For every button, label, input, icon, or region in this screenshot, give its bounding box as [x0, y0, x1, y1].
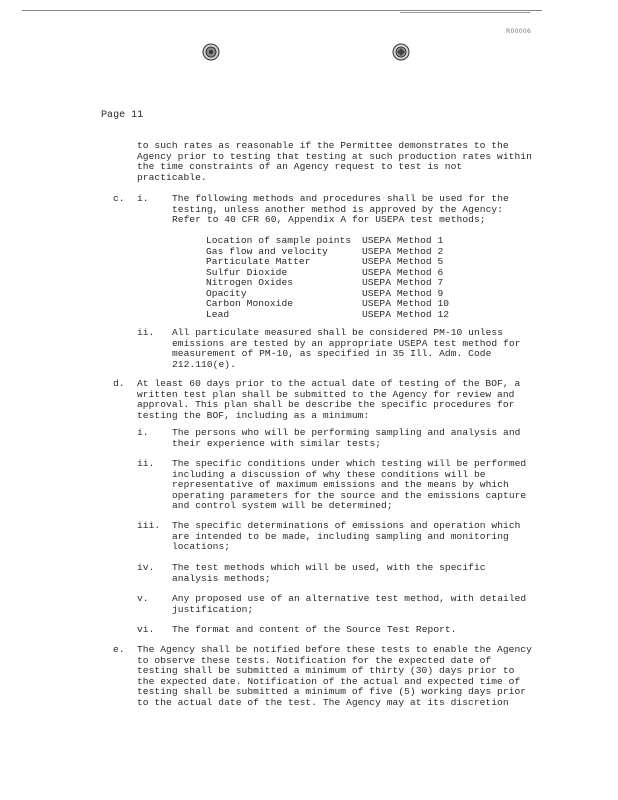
body-line: The Agency shall be notified before these tests to enable the Agency — [137, 644, 532, 655]
body-line: The following methods and procedures shall be used for the — [172, 193, 509, 204]
body-line: Any proposed use of an alternative test method, with detailed — [172, 593, 527, 604]
body-line: representative of maximum emissions and the means by which — [172, 479, 509, 490]
body-line: The format and content of the Source Test Report. — [172, 624, 457, 635]
page-label: Page 11 — [101, 110, 144, 121]
body-line: locations; — [172, 541, 231, 552]
method-name: USEPA Method 5 — [362, 256, 444, 267]
method-name: USEPA Method 12 — [362, 308, 450, 320]
body-line: emissions are tested by an appropriate USEPA test method for — [172, 337, 521, 349]
body-line: The persons who will be performing sampling and analysis and — [172, 427, 521, 438]
method-name: USEPA Method 6 — [362, 266, 444, 278]
seal-icon — [392, 43, 410, 61]
body-line: operating parameters for the source and the emissions capture — [172, 489, 527, 501]
document-stamp: R00006 — [506, 28, 532, 35]
body-line: the expected date. Notification of the actual and expected time of — [137, 675, 521, 687]
method-pollutant: Lead — [206, 308, 230, 320]
subitem-numeral: i. — [137, 427, 149, 438]
item-letter: d. — [113, 378, 125, 389]
body-line: to the actual date of the test. The Agency may at its discretion — [137, 696, 509, 708]
body-line: analysis methods; — [172, 572, 271, 584]
method-pollutant: Gas flow and velocity — [206, 245, 328, 257]
subitem-numeral: vi. — [137, 624, 155, 635]
body-line: including a discussion of why these conditions will be — [172, 468, 486, 480]
body-line: written test plan shall be submitted to the Agency for review and — [137, 388, 515, 400]
body-line: Agency prior to testing that testing at such production rates within — [137, 150, 532, 162]
body-line: At least 60 days prior to the actual date of testing of the BOF, a — [137, 378, 521, 389]
body-line: the time constraints of an Agency request to test is not — [137, 161, 463, 172]
body-line: testing shall be submitted a minimum of thirty (30) days prior to — [137, 665, 515, 676]
method-pollutant: Opacity — [206, 287, 247, 299]
method-name: USEPA Method 7 — [362, 277, 444, 288]
scan-mark — [400, 12, 530, 13]
body-line: measurement of PM-10, as specified in 35 Ill. Adm. Code — [172, 348, 492, 359]
body-line: practicable. — [137, 171, 207, 183]
method-pollutant: Location of sample points — [206, 235, 352, 246]
subitem-numeral: ii. — [137, 458, 155, 469]
method-pollutant: Carbon Monoxide — [206, 298, 294, 309]
method-name: USEPA Method 2 — [362, 245, 444, 257]
item-letter: c. — [113, 193, 125, 204]
body-line: and control system will be determined; — [172, 500, 393, 511]
subitem-numeral: v. — [137, 593, 149, 604]
body-line: to observe these tests. Notification for the expected date of — [137, 654, 492, 666]
subitem-numeral: ii. — [137, 327, 155, 338]
subitem-numeral: i. — [137, 193, 149, 204]
method-name: USEPA Method 10 — [362, 298, 450, 309]
body-line: Refer to 40 CFR 60, Appendix A for USEPA test methods; — [172, 214, 486, 225]
body-line: to such rates as reasonable if the Permittee demonstrates to the — [137, 140, 509, 151]
body-line: their experience with similar tests; — [172, 437, 382, 449]
method-pollutant: Particulate Matter — [206, 256, 311, 267]
method-pollutant: Nitrogen Oxides — [206, 277, 294, 288]
subitem-numeral: iv. — [137, 562, 155, 573]
body-line: The specific determinations of emissions and operation which — [172, 520, 521, 531]
body-line: are intended to be made, including sampling and monitoring — [172, 530, 509, 542]
scan-top-line — [22, 10, 542, 11]
seal-icon — [202, 43, 220, 61]
body-line: testing the BOF, including as a minimum: — [137, 409, 370, 421]
item-letter: e. — [113, 644, 125, 655]
body-line: justification; — [172, 603, 254, 615]
body-line: testing, unless another method is approved by the Agency: — [172, 203, 504, 215]
body-line: The test methods which will be used, with the specific — [172, 562, 486, 573]
body-line: The specific conditions under which testing will be performed — [172, 458, 527, 469]
body-line: 212.110(e). — [172, 358, 236, 370]
method-pollutant: Sulfur Dioxide — [206, 266, 288, 278]
body-line: approval. This plan shall be describe the specific procedures for — [137, 399, 515, 410]
body-line: testing shall be submitted a minimum of five (5) working days prior — [137, 686, 527, 697]
method-name: USEPA Method 9 — [362, 287, 444, 299]
method-name: USEPA Method 1 — [362, 235, 444, 246]
body-line: All particulate measured shall be considered PM-10 unless — [172, 327, 504, 338]
subitem-numeral: iii. — [137, 520, 161, 531]
